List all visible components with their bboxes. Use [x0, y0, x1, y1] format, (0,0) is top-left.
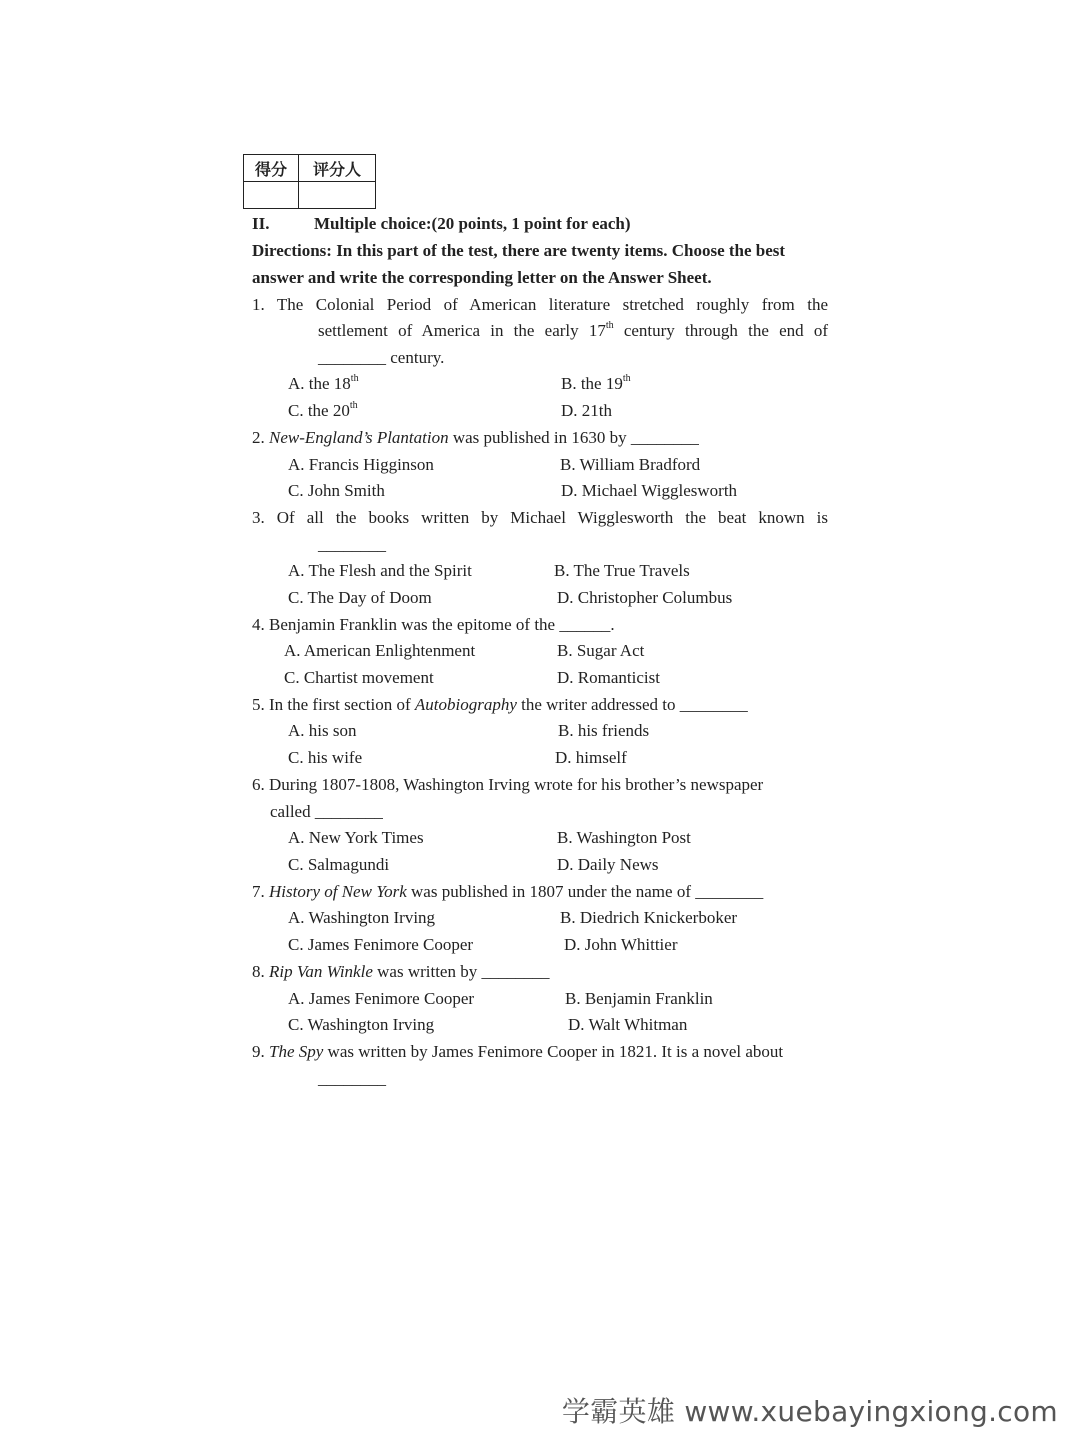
- q1-option-a[interactable]: A. the 18th: [288, 373, 359, 393]
- q5-stem: 5. In the first section of Autobiography the writer addressed to ________: [252, 695, 748, 714]
- q4-option-b[interactable]: B. Sugar Act: [557, 641, 645, 660]
- q1-option-b[interactable]: B. the 19th: [561, 373, 631, 393]
- q5-option-d[interactable]: D. himself: [555, 748, 627, 767]
- q5-option-b[interactable]: B. his friends: [558, 721, 650, 740]
- q3-stem-line-1: 3. Of all the books written by Michael Wigglesworth the beat known is: [252, 508, 828, 527]
- q5-option-c[interactable]: C. his wife: [288, 748, 363, 767]
- q7-option-b[interactable]: B. Diedrich Knickerboker: [560, 908, 738, 927]
- q7-option-d[interactable]: D. John Whittier: [564, 935, 678, 954]
- q3-stem-line-2: ________: [318, 535, 386, 554]
- q5-option-a[interactable]: A. his son: [288, 721, 357, 740]
- q4-stem: 4. Benjamin Franklin was the epitome of the ______.: [252, 615, 615, 634]
- q2-option-b[interactable]: B. William Bradford: [560, 455, 701, 474]
- score-table: [243, 154, 376, 209]
- q7-option-a[interactable]: A. Washington Irving: [288, 908, 436, 927]
- q6-option-a[interactable]: A. New York Times: [288, 828, 424, 847]
- q8-stem: 8. Rip Van Winkle was written by ________: [252, 962, 550, 981]
- q6-option-c[interactable]: C. Salmagundi: [288, 855, 390, 874]
- q8-option-c[interactable]: C. Washington Irving: [288, 1015, 435, 1034]
- q2-option-a[interactable]: A. Francis Higginson: [288, 455, 434, 474]
- grader-cell[interactable]: [299, 182, 376, 209]
- q4-option-d[interactable]: D. Romanticist: [557, 668, 660, 687]
- score-header: 得分: [244, 155, 299, 182]
- q9-stem-line-2: ________: [318, 1069, 386, 1088]
- q7-option-c[interactable]: C. James Fenimore Cooper: [288, 935, 474, 954]
- q1-option-c[interactable]: C. the 20th: [288, 400, 358, 420]
- watermark-footer: 学霸英雄 www.xuebayingxiong.com: [561, 1395, 1058, 1428]
- q7-stem: 7. History of New York was published in 1807 under the name of ________: [252, 882, 764, 901]
- q8-option-b[interactable]: B. Benjamin Franklin: [565, 989, 713, 1008]
- q6-stem-line-1: 6. During 1807-1808, Washington Irving wrote for his brother’s newspaper: [252, 775, 764, 794]
- q6-stem-line-2: called ________: [270, 802, 383, 821]
- q4-option-a[interactable]: A. American Enlightenment: [284, 641, 476, 660]
- q6-option-d[interactable]: D. Daily News: [557, 855, 659, 874]
- q2-stem: 2. New-England’s Plantation was published in 1630 by ________: [252, 428, 699, 447]
- q1-stem-line-1: 1. The Colonial Period of American literature stretched roughly from the: [252, 295, 828, 314]
- q1-stem-line-2: settlement of America in the early 17th century through the end of: [318, 320, 829, 340]
- q3-option-d[interactable]: D. Christopher Columbus: [557, 588, 733, 607]
- score-cell[interactable]: [244, 182, 299, 209]
- q3-option-b[interactable]: B. The True Travels: [554, 561, 690, 580]
- q9-stem-line-1: 9. The Spy was written by James Fenimore Cooper in 1821. It is a novel about: [252, 1042, 784, 1061]
- grader-header: 评分人: [299, 155, 376, 182]
- q6-option-b[interactable]: B. Washington Post: [557, 828, 691, 847]
- q2-option-d[interactable]: D. Michael Wigglesworth: [561, 481, 738, 500]
- q3-option-a[interactable]: A. The Flesh and the Spirit: [288, 561, 472, 580]
- q8-option-d[interactable]: D. Walt Whitman: [568, 1015, 688, 1034]
- q2-option-c[interactable]: C. John Smith: [288, 481, 385, 500]
- section-title: Multiple choice:(20 points, 1 point for each): [314, 214, 631, 233]
- directions-line-1: Directions: In this part of the test, there are twenty items. Choose the best: [252, 241, 786, 260]
- q1-stem-line-3: ________ century.: [318, 348, 445, 367]
- directions-line-2: answer and write the corresponding letter on the Answer Sheet.: [252, 268, 712, 287]
- q1-option-d[interactable]: D. 21th: [561, 401, 612, 420]
- q3-option-c[interactable]: C. The Day of Doom: [288, 588, 432, 607]
- q8-option-a[interactable]: A. James Fenimore Cooper: [288, 989, 475, 1008]
- q4-option-c[interactable]: C. Chartist movement: [284, 668, 434, 687]
- section-number: II.: [252, 214, 270, 233]
